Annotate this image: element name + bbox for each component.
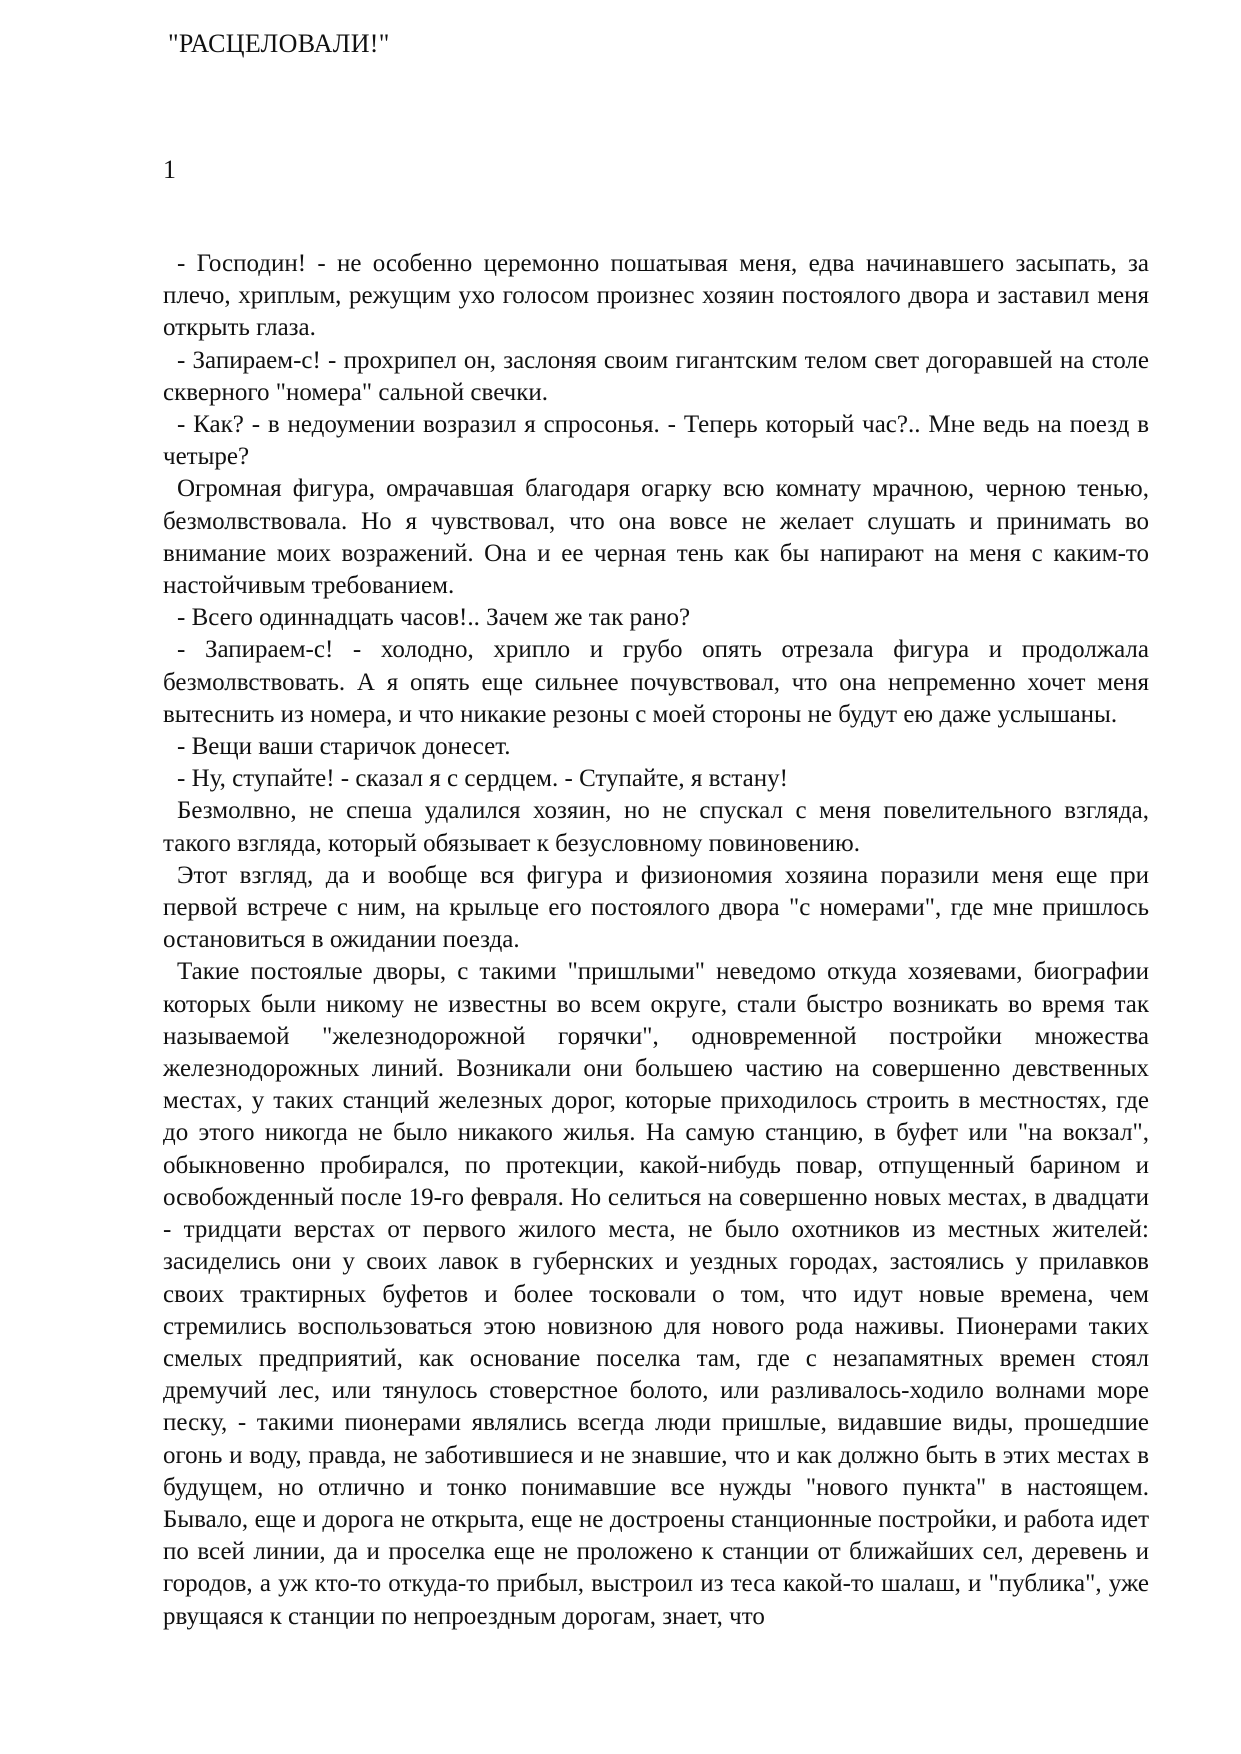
paragraph: - Как? - в недоумении возразил я спросонья. - Теперь который час?.. Мне ведь на поезд в четыре? <box>163 411 1149 471</box>
paragraph: Огромная фигура, омрачавшая благодаря огарку всю комнату мрачною, черною тенью, безмолвствовала. Но я чувствовал, что она вовсе не желает слушать и принимать во внимание моих возражений. Она и ее черная тень как бы напирают на меня с каким-то настойчивым требованием. <box>163 475 1149 600</box>
paragraph: - Ну, ступайте! - сказал я с сердцем. - Ступайте, я встану! <box>177 765 788 793</box>
paragraph: - Вещи ваши старичок донесет. <box>177 733 511 761</box>
document-title: "РАСЦЕЛОВАЛИ!" <box>168 29 390 58</box>
paragraph: - Всего одиннадцать часов!.. Зачем же так рано? <box>177 604 691 632</box>
paragraph: Такие постоялые дворы, с такими "пришлыми" неведомо откуда хозяевами, биографии которых были никому не известны во всем округе, стали быстро возникать во время так называемой "железнодорожной горячки", одновременной постройки множества железнодорожных линий. Возникали они большею частию на совершенно девственных местах, у таких станций железных дорог, которые приходилось строить в местностях, где до этого никогда не было никакого жилья. На самую станцию, в буфет или "на вокзал", обыкновенно пробирался, по протекции, какой-нибудь повар, отпущенный барином и освобожденный после 19-го февраля. Но селиться на совершенно новых местах, в двадцати - тридцати верстах от первого жилого места, не было охотников из местных жителей: засиделись они у своих лавок в губернских и уездных городах, застоялись у прилавков своих трактирных буфетов и более тосковали о том, что идут новые времена, чем стремились воспользоваться этою новизною для нового рода наживы. Пионерами таких смелых предприятий, как основание поселка там, где с незапамятных времен стоял дремучий лес, или тянулось стоверстное болото, или разливалось-ходило волнами море песку, - такими пионерами являлись всегда люди пришлые, видавшие виды, прошедшие огонь и воду, правда, не заботившиеся и не знавшие, что и как должно быть в этих местах в будущем, но отлично и тонко понимавшие все нужды "нового пункта" в настоящем. Бывало, еще и дорога не открыта, еще не достроены станционные постройки, и работа идет по всей линии, да и проселка еще не проложено к станции от ближайших сел, деревень и городов, а уж кто-то откуда-то прибыл, выстроил из теса какой-то шалаш, и "публика", уже рвущаяся к станции по непроездным дорогам, знает, что <box>163 958 1149 1630</box>
paragraph: - Господин! - не особенно церемонно пошатывая меня, едва начинавшего засыпать, за плечо, хриплым, режущим ухо голосом произнес хозяин постоялого двора и заставил меня открыть глаза. <box>163 250 1149 342</box>
paragraph: Безмолвно, не спеша удалился хозяин, но не спускал с меня повелительного взгляда, такого взгляда, который обязывает к безусловному повиновению. <box>163 797 1149 857</box>
body-text <box>163 248 1149 1633</box>
paragraph: - Запираем-с! - прохрипел он, заслоняя своим гигантским телом свет догоравшей на столе скверного "номера" сальной свечки. <box>163 346 1149 406</box>
paragraph: Этот взгляд, да и вообще вся фигура и физиономия хозяина поразили меня еще при первой встрече с ним, на крыльце его постоялого двора "с номерами", где мне пришлось остановиться в ожидании поезда. <box>163 861 1149 954</box>
chapter-number: 1 <box>163 155 176 184</box>
paragraph: - Запираем-с! - холодно, хрипло и грубо опять отрезала фигура и продолжала безмолвствовать. А я опять еще сильнее почувствовал, что она непременно хочет меня вытеснить из номера, и что никакие резоны с моей стороны не будут ею даже услышаны. <box>163 636 1149 728</box>
